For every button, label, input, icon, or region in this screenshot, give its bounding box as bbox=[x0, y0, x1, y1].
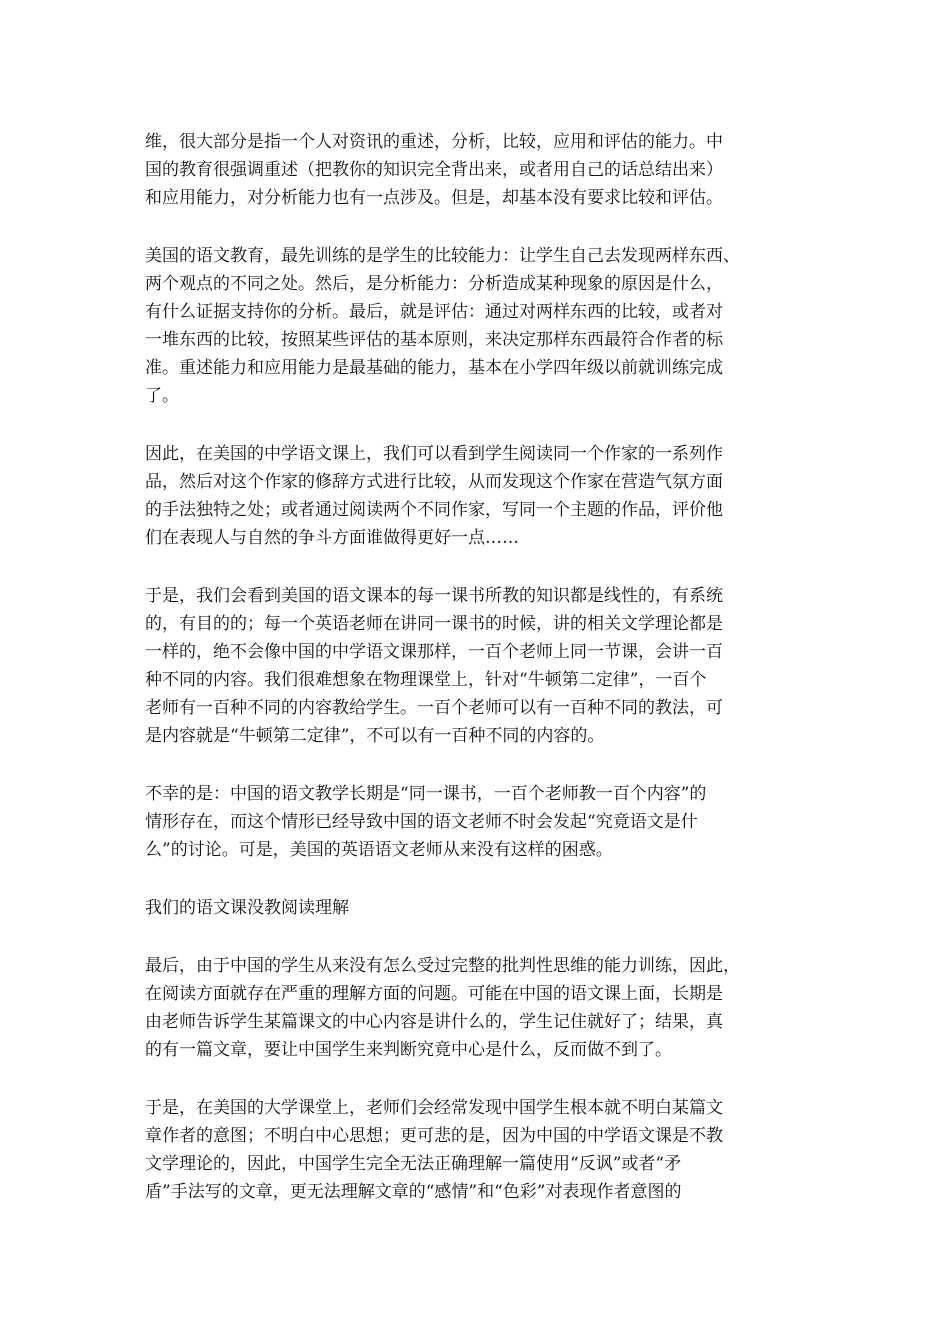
text-line: 是内容就是“牛顿第二定律”，不可以有一百种不同的内容的。 bbox=[145, 726, 605, 746]
document-body bbox=[145, 128, 805, 1206]
paragraph bbox=[145, 780, 805, 864]
text-line: 于是，在美国的大学课堂上，老师们会经常发现中国学生根本就不明白某篇文 bbox=[145, 1098, 723, 1118]
text-line: 文学理论的，因此，中国学生完全无法正确理解一篇使用“反讽”或者“矛 bbox=[145, 1154, 682, 1174]
text-line: 和应用能力，对分析能力也有一点涉及。但是，却基本没有要求比较和评估。 bbox=[145, 188, 723, 208]
text-line: 因此，在美国的中学语文课上，我们可以看到学生阅读同一个作家的一系列作 bbox=[145, 444, 723, 464]
text-line: 一堆东西的比较，按照某些评估的基本原则，来决定那样东西最符合作者的标 bbox=[145, 330, 723, 350]
section-heading: 我们的语文课没教阅读理解 bbox=[145, 898, 349, 918]
paragraph bbox=[145, 582, 805, 750]
text-line: 不幸的是：中国的语文教学长期是“同一课书，一百个老师教一百个内容”的 bbox=[145, 784, 707, 804]
text-line: 情形存在，而这个情形已经导致中国的语文老师不时会发起“究竟语文是什 bbox=[145, 812, 698, 832]
text-line: 种不同的内容。我们很难想象在物理课堂上，针对“牛顿第二定律”，一百个 bbox=[145, 670, 707, 690]
text-line: 了。 bbox=[145, 386, 179, 406]
text-line: 的手法独特之处；或者通过阅读两个不同作家，写同一个主题的作品，评价他 bbox=[145, 500, 723, 520]
text-line: 于是，我们会看到美国的语文课本的每一课书所教的知识都是线性的，有系统 bbox=[145, 586, 723, 606]
text-line: 章作者的意图；不明白中心思想；更可悲的是，因为中国的中学语文课是不教 bbox=[145, 1126, 723, 1146]
paragraph bbox=[145, 952, 805, 1064]
text-line: 么”的讨论。可是，美国的英语语文老师从来没有这样的困惑。 bbox=[145, 840, 613, 860]
text-line: 有什么证据支持你的分析。最后，就是评估：通过对两样东西的比较，或者对 bbox=[145, 302, 723, 322]
text-line: 盾”手法写的文章，更无法理解文章的“感情”和“色彩”对表现作者意图的 bbox=[145, 1182, 682, 1202]
text-line: 品，然后对这个作家的修辞方式进行比较，从而发现这个作家在营造气氛方面 bbox=[145, 472, 723, 492]
text-line: 维，很大部分是指一个人对资讯的重述，分析，比较，应用和评估的能力。中 bbox=[145, 132, 723, 152]
paragraph bbox=[145, 1094, 805, 1206]
text-line: 的，有目的的；每一个英语老师在讲同一课书的时候，讲的相关文学理论都是 bbox=[145, 614, 723, 634]
text-line: 在阅读方面就存在严重的理解方面的问题。可能在中国的语文课上面，长期是 bbox=[145, 984, 723, 1004]
text-line: 最后，由于中国的学生从来没有怎么受过完整的批判性思维的能力训练，因此， bbox=[145, 956, 740, 976]
text-line: 由老师告诉学生某篇课文的中心内容是讲什么的，学生记住就好了；结果，真 bbox=[145, 1012, 723, 1032]
paragraph bbox=[145, 128, 805, 212]
paragraph bbox=[145, 440, 805, 552]
text-line: 们在表现人与自然的争斗方面谁做得更好一点…… bbox=[145, 528, 519, 548]
text-line: 美国的语文教育，最先训练的是学生的比较能力：让学生自己去发现两样东西、 bbox=[145, 246, 740, 266]
text-line: 国的教育很强调重述（把教你的知识完全背出来，或者用自己的话总结出来） bbox=[145, 160, 723, 180]
text-line: 两个观点的不同之处。然后，是分析能力：分析造成某种现象的原因是什么， bbox=[145, 274, 723, 294]
text-line: 准。重述能力和应用能力是最基础的能力，基本在小学四年级以前就训练完成 bbox=[145, 358, 723, 378]
text-line: 一样的，绝不会像中国的中学语文课那样，一百个老师上同一节课，会讲一百 bbox=[145, 642, 723, 662]
text-line: 的有一篇文章，要让中国学生来判断究竟中心是什么，反而做不到了。 bbox=[145, 1040, 672, 1060]
text-line: 老师有一百种不同的内容教给学生。一百个老师可以有一百种不同的教法，可 bbox=[145, 698, 723, 718]
paragraph bbox=[145, 242, 805, 410]
